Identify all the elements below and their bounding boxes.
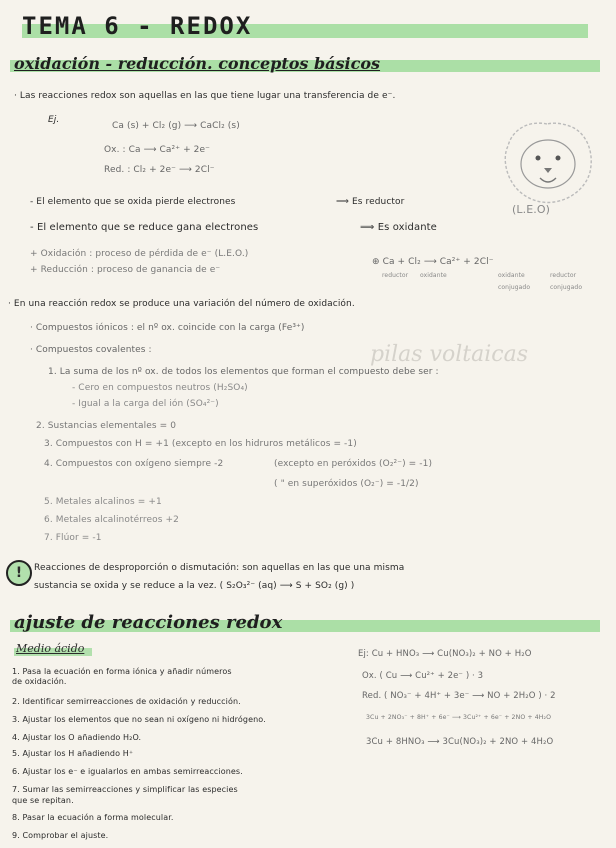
example-reduction: Red. : Cl₂ + 2e⁻ ⟶ 2Cl⁻ xyxy=(104,165,215,175)
adjust-example-red: Red. ( NO₃⁻ + 4H⁺ + 3e⁻ ⟶ NO + 2H₂O ) · 2 xyxy=(362,691,556,701)
step-item: de oxidación. xyxy=(12,677,67,686)
rule-1a: - Cero en compuestos neutros (H₂SO₄) xyxy=(72,383,248,393)
def-oxidation: + Oxidación : proceso de pérdida de e⁻ (L.E.O.) xyxy=(30,249,249,259)
adjust-example-final: 3Cu + 8HNO₃ ⟶ 3Cu(NO₃)₂ + 2NO + 4H₂O xyxy=(366,737,554,747)
pair-label-oxidante-conj: oxidante conjugado xyxy=(498,272,531,291)
step-item: 2. Identificar semirreacciones de oxidación y reducción. xyxy=(12,697,241,706)
adjust-example-equation: Ej: Cu + HNO₃ ⟶ Cu(NO₃)₂ + NO + H₂O xyxy=(358,649,532,659)
oxidation-number-intro: · En una reacción redox se produce una variación del número de oxidación. xyxy=(8,299,355,309)
rule-2: 2. Sustancias elementales = 0 xyxy=(36,421,177,431)
step-item: 8. Pasar la ecuación a forma molecular. xyxy=(12,813,174,822)
rule-4b: ( " en superóxidos (O₂⁻) = -1/2) xyxy=(274,479,419,489)
lion-doodle-icon xyxy=(498,118,596,214)
step-item: 3. Ajustar los elementos que no sean ni oxígeno ni hidrógeno. xyxy=(12,715,266,724)
rule-1b: - Igual a la carga del ión (SO₄²⁻) xyxy=(72,399,219,409)
step-item: 4. Ajustar los O añadiendo H₂O. xyxy=(12,733,142,742)
redox-intro: · Las reacciones redox son aquellas en las que tiene lugar una transferencia de e⁻. xyxy=(14,91,396,101)
example-equation: Ca (s) + Cl₂ (g) ⟶ CaCl₂ (s) xyxy=(112,121,240,131)
def-reduction: + Reducción : proceso de ganancia de e⁻ xyxy=(30,265,221,275)
rule-oxidized: - El elemento que se oxida pierde electrones xyxy=(30,197,236,207)
example-oxidation: Ox. : Ca ⟶ Ca²⁺ + 2e⁻ xyxy=(104,145,210,155)
rule-7: 7. Flúor = -1 xyxy=(44,533,102,543)
rule-6: 6. Metales alcalinotérreos +2 xyxy=(44,515,179,525)
step-item: 6. Ajustar los e⁻ e igualarlos en ambas semirreacciones. xyxy=(12,767,243,776)
step-item: 1. Pasa la ecuación en forma iónica y añadir números xyxy=(12,667,232,676)
lion-caption: (L.E.O) xyxy=(512,203,551,216)
rule-reduced-result: ⟹ Es oxidante xyxy=(360,222,437,233)
pair-label-oxidante: oxidante xyxy=(420,272,447,279)
faint-heading: pilas voltaicas xyxy=(370,342,528,367)
step-item: 5. Ajustar los H añadiendo H⁺ xyxy=(12,749,134,758)
step-item: que se repitan. xyxy=(12,796,74,805)
rule-1: 1. La suma de los nº ox. de todos los elementos que forman el compuesto debe ser : xyxy=(48,367,439,377)
conjugate-pair-equation: ⊕ Ca + Cl₂ ⟶ Ca²⁺ + 2Cl⁻ xyxy=(372,257,494,267)
warning-icon: ! xyxy=(6,560,32,586)
adjust-example-ox: Ox. ( Cu ⟶ Cu²⁺ + 2e⁻ ) · 3 xyxy=(362,671,484,681)
section1-heading: oxidación - reducción. conceptos básicos xyxy=(14,54,381,73)
rule-3: 3. Compuestos con H = +1 (excepto en los hidruros metálicos = -1) xyxy=(44,439,357,449)
disproportionation-line1: Reacciones de desproporción o dismutación: son aquellas en las que una misma xyxy=(34,563,405,573)
example-label: Ej. xyxy=(48,115,60,125)
disproportionation-line2: sustancia se oxida y se reduce a la vez. ( S₂O₃²⁻ (aq) ⟶ S + SO₂ (g) ) xyxy=(34,581,355,591)
rule-4a: (excepto en peróxidos (O₂²⁻) = -1) xyxy=(274,459,433,469)
step-item: 9. Comprobar el ajuste. xyxy=(12,831,109,840)
rule-reduced: - El elemento que se reduce gana electrones xyxy=(30,222,259,233)
rule-5: 5. Metales alcalinos = +1 xyxy=(44,497,162,507)
section3-heading: ajuste de reacciones redox xyxy=(14,612,283,633)
pair-label-reductor: reductor xyxy=(382,272,409,279)
step-item: 7. Sumar las semirreacciones y simplificar las especies xyxy=(12,785,238,794)
ionic-compounds: · Compuestos iónicos : el nº ox. coincide con la carga (Fe³⁺) xyxy=(30,323,305,333)
page-title: TEMA 6 - REDOX xyxy=(22,12,253,40)
rule-4: 4. Compuestos con oxígeno siempre -2 xyxy=(44,459,224,469)
rule-oxidized-result: ⟹ Es reductor xyxy=(336,197,405,207)
medium-subheading: Medio ácido xyxy=(16,642,85,655)
pair-label-reductor-conj: reductor conjugado xyxy=(550,272,583,291)
covalent-compounds: · Compuestos covalentes : xyxy=(30,345,152,355)
adjust-example-sum: 3Cu + 2NO₃⁻ + 8H⁺ + 6e⁻ ⟶ 3Cu²⁺ + 6e⁻ + 2NO + 4H₂O xyxy=(366,714,552,721)
